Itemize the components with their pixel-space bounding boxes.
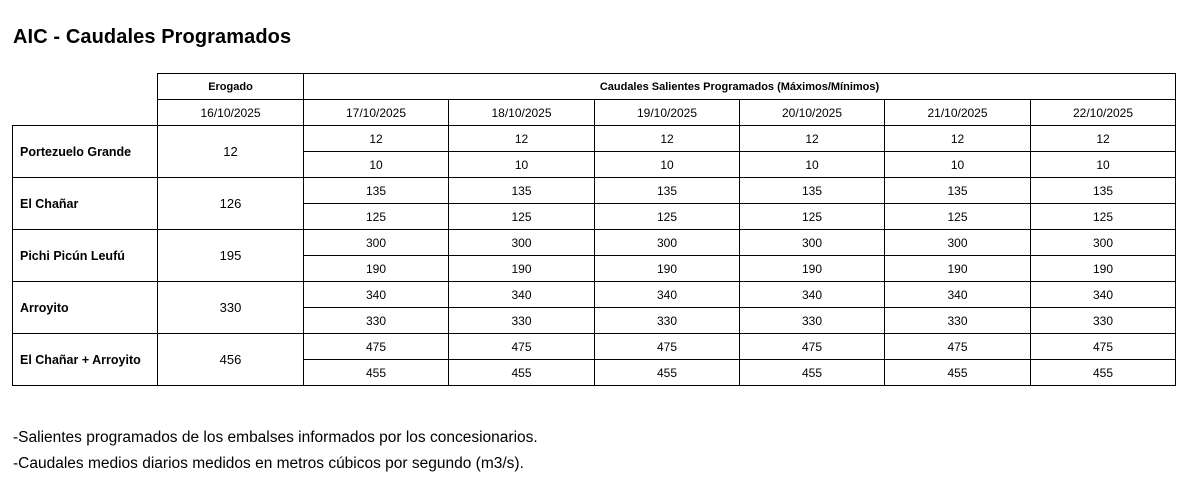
erogado-value: 126: [158, 178, 304, 230]
min-value: 455: [304, 360, 449, 386]
footnote: -Salientes programados de los embalses informados por los concesionarios.: [13, 429, 538, 446]
table-row: [13, 334, 1176, 360]
min-value: 330: [885, 308, 1031, 334]
max-value: 12: [1031, 126, 1176, 152]
min-value: 10: [885, 152, 1031, 178]
min-value: 125: [740, 204, 885, 230]
max-value: 12: [740, 126, 885, 152]
max-value: 340: [449, 282, 595, 308]
min-value: 330: [1031, 308, 1176, 334]
reservoir-name: Portezuelo Grande: [13, 126, 158, 178]
min-value: 125: [449, 204, 595, 230]
max-value: 340: [885, 282, 1031, 308]
min-value: 330: [304, 308, 449, 334]
min-value: 125: [1031, 204, 1176, 230]
max-value: 135: [885, 178, 1031, 204]
min-value: 330: [740, 308, 885, 334]
max-value: 475: [740, 334, 885, 360]
min-value: 10: [595, 152, 740, 178]
max-value: 12: [449, 126, 595, 152]
max-value: 300: [740, 230, 885, 256]
max-value: 475: [595, 334, 740, 360]
min-value: 190: [595, 256, 740, 282]
erogado-date: 16/10/2025: [158, 100, 304, 126]
min-value: 190: [740, 256, 885, 282]
max-value: 300: [304, 230, 449, 256]
max-value: 340: [1031, 282, 1176, 308]
table-row: [13, 178, 1176, 204]
table-row: [13, 126, 1176, 152]
max-value: 135: [740, 178, 885, 204]
date-header: 21/10/2025: [885, 100, 1031, 126]
min-value: 190: [449, 256, 595, 282]
reservoir-name: Pichi Picún Leufú: [13, 230, 158, 282]
max-value: 475: [885, 334, 1031, 360]
erogado-value: 12: [158, 126, 304, 178]
min-value: 330: [595, 308, 740, 334]
max-value: 475: [449, 334, 595, 360]
erogado-value: 195: [158, 230, 304, 282]
max-value: 340: [595, 282, 740, 308]
max-value: 135: [1031, 178, 1176, 204]
min-value: 455: [595, 360, 740, 386]
min-value: 10: [1031, 152, 1176, 178]
reservoir-name: El Chañar: [13, 178, 158, 230]
reservoir-name: Arroyito: [13, 282, 158, 334]
max-value: 12: [885, 126, 1031, 152]
caudales-table: [12, 73, 1176, 386]
table-row: [13, 282, 1176, 308]
corner-blank-cell: [13, 74, 158, 100]
min-value: 455: [1031, 360, 1176, 386]
table-row: [13, 230, 1176, 256]
date-header: 17/10/2025: [304, 100, 449, 126]
date-header: 22/10/2025: [1031, 100, 1176, 126]
page-title: AIC - Caudales Programados: [13, 26, 292, 48]
min-value: 455: [885, 360, 1031, 386]
max-value: 12: [304, 126, 449, 152]
max-value: 135: [449, 178, 595, 204]
min-value: 190: [885, 256, 1031, 282]
date-header: 18/10/2025: [449, 100, 595, 126]
max-value: 12: [595, 126, 740, 152]
min-value: 125: [304, 204, 449, 230]
min-value: 190: [1031, 256, 1176, 282]
max-value: 300: [1031, 230, 1176, 256]
min-value: 455: [740, 360, 885, 386]
min-value: 10: [740, 152, 885, 178]
date-header: 20/10/2025: [740, 100, 885, 126]
footnotes: [13, 425, 538, 477]
max-value: 135: [595, 178, 740, 204]
min-value: 455: [449, 360, 595, 386]
date-header: 19/10/2025: [595, 100, 740, 126]
max-value: 475: [1031, 334, 1176, 360]
max-value: 300: [595, 230, 740, 256]
programados-header: Caudales Salientes Programados (Máximos/Mínimos): [304, 74, 1176, 100]
max-value: 340: [740, 282, 885, 308]
max-value: 300: [885, 230, 1031, 256]
corner-blank-cell: [13, 100, 158, 126]
min-value: 125: [595, 204, 740, 230]
min-value: 10: [449, 152, 595, 178]
footnote: -Caudales medios diarios medidos en metros cúbicos por segundo (m3/s).: [13, 455, 524, 472]
erogado-value: 330: [158, 282, 304, 334]
min-value: 10: [304, 152, 449, 178]
max-value: 475: [304, 334, 449, 360]
erogado-value: 456: [158, 334, 304, 386]
min-value: 125: [885, 204, 1031, 230]
erogado-header: Erogado: [158, 74, 304, 100]
max-value: 135: [304, 178, 449, 204]
min-value: 330: [449, 308, 595, 334]
max-value: 300: [449, 230, 595, 256]
min-value: 190: [304, 256, 449, 282]
max-value: 340: [304, 282, 449, 308]
reservoir-name: El Chañar + Arroyito: [13, 334, 158, 386]
